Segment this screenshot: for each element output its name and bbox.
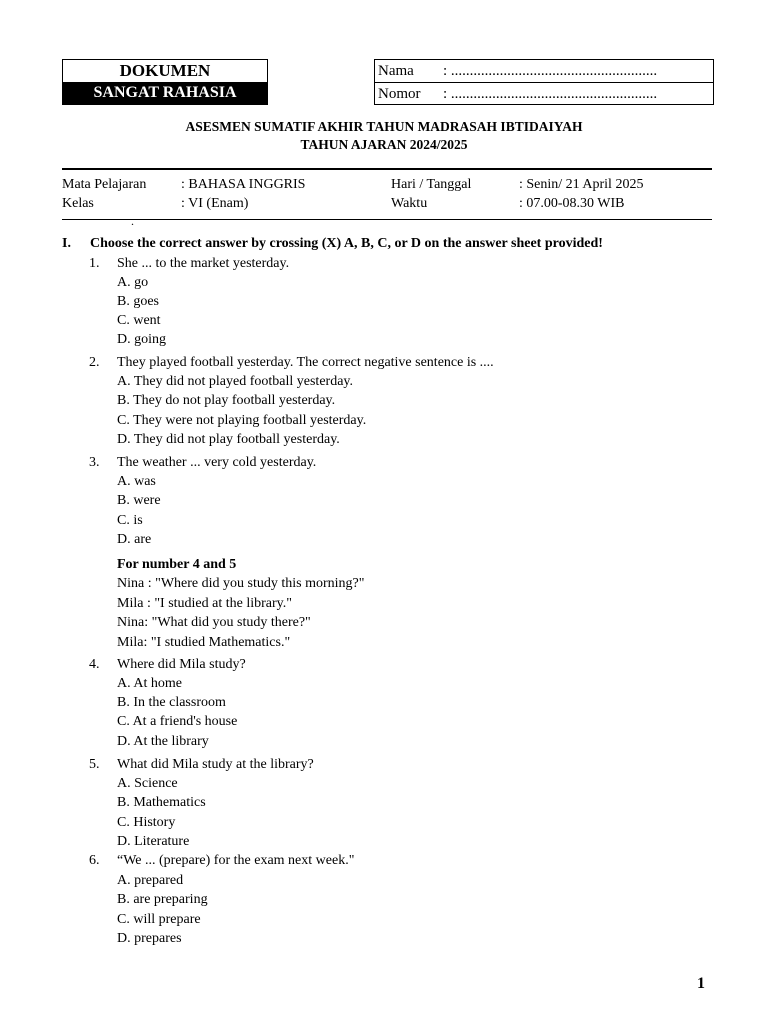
divider-top xyxy=(62,168,712,170)
dialogue-line: Nina : "Where did you study this morning?" xyxy=(117,576,365,591)
subject-label: Mata Pelajaran xyxy=(62,177,147,192)
time-value: : 07.00-08.30 WIB xyxy=(519,196,625,211)
answer-option: D. going xyxy=(117,332,166,347)
answer-option: D. prepares xyxy=(117,931,182,946)
answer-option: D. Literature xyxy=(117,834,190,849)
answer-option: B. Mathematics xyxy=(117,795,206,810)
time-label: Waktu xyxy=(391,196,428,211)
answer-option: C. is xyxy=(117,513,143,528)
answer-option: B. were xyxy=(117,493,161,508)
answer-option: B. are preparing xyxy=(117,892,208,907)
answer-option: A. prepared xyxy=(117,873,184,888)
answer-option: A. Science xyxy=(117,776,178,791)
question-text: “We ... (prepare) for the exam next week." xyxy=(117,853,355,868)
academic-year: TAHUN AJARAN 2024/2025 xyxy=(300,137,468,152)
passage-heading: For number 4 and 5 xyxy=(117,557,237,572)
answer-option: B. They do not play football yesterday. xyxy=(117,393,336,408)
name-field: : ....................................................... xyxy=(443,63,658,79)
answer-option: A. They did not played football yesterday. xyxy=(117,374,353,389)
question-text: What did Mila study at the library? xyxy=(117,757,314,772)
answer-option: D. At the library xyxy=(117,734,209,749)
question-text: She ... to the market yesterday. xyxy=(117,256,290,271)
question-number: 5. xyxy=(89,757,100,772)
subject-value: : BAHASA INGGRIS xyxy=(181,177,306,192)
answer-option: A. At home xyxy=(117,676,182,691)
section-number: I. xyxy=(62,236,71,251)
stray-dot: . xyxy=(131,214,134,228)
answer-option: C. will prepare xyxy=(117,912,201,927)
answer-option: C. History xyxy=(117,815,176,830)
answer-option: B. In the classroom xyxy=(117,695,226,710)
section-instruction: Choose the correct answer by crossing (X) A, B, C, or D on the answer sheet provided! xyxy=(90,236,603,251)
exam-title: ASESMEN SUMATIF AKHIR TAHUN MADRASAH IBTIDAIYAH xyxy=(185,119,583,134)
question-number: 6. xyxy=(89,853,100,868)
answer-option: C. They were not playing football yesterday. xyxy=(117,413,367,428)
day-value: : Senin/ 21 April 2025 xyxy=(519,177,644,192)
answer-option: B. goes xyxy=(117,294,159,309)
number-row xyxy=(375,82,713,105)
answer-option: A. go xyxy=(117,275,149,290)
question-text: The weather ... very cold yesterday. xyxy=(117,455,317,470)
number-label: Nomor xyxy=(378,86,421,102)
number-field: : ....................................................... xyxy=(443,86,658,102)
doc-label: DOKUMEN xyxy=(119,61,211,80)
question-number: 3. xyxy=(89,455,100,470)
dialogue-line: Nina: "What did you study there?" xyxy=(117,615,311,630)
question-text: Where did Mila study? xyxy=(117,657,246,672)
question-number: 1. xyxy=(89,256,100,271)
answer-option: C. went xyxy=(117,313,161,328)
dialogue-line: Mila: "I studied Mathematics." xyxy=(117,635,291,650)
student-id-box xyxy=(374,59,714,105)
class-value: : VI (Enam) xyxy=(181,196,249,211)
name-label: Nama xyxy=(378,63,414,79)
divider-bottom xyxy=(62,219,712,220)
question-number: 4. xyxy=(89,657,100,672)
page-number: 1 xyxy=(697,975,705,992)
answer-option: D. They did not play football yesterday. xyxy=(117,432,340,447)
day-label: Hari / Tanggal xyxy=(391,177,472,192)
confidential-box xyxy=(62,59,268,105)
dialogue-line: Mila : "I studied at the library." xyxy=(117,596,292,611)
answer-option: A. was xyxy=(117,474,156,489)
name-row xyxy=(375,60,713,82)
question-number: 2. xyxy=(89,355,100,370)
class-label: Kelas xyxy=(62,196,94,211)
question-text: They played football yesterday. The correct negative sentence is .... xyxy=(117,355,494,370)
answer-option: C. At a friend's house xyxy=(117,714,238,729)
answer-option: D. are xyxy=(117,532,152,547)
confidential-label: SANGAT RAHASIA xyxy=(63,82,267,104)
